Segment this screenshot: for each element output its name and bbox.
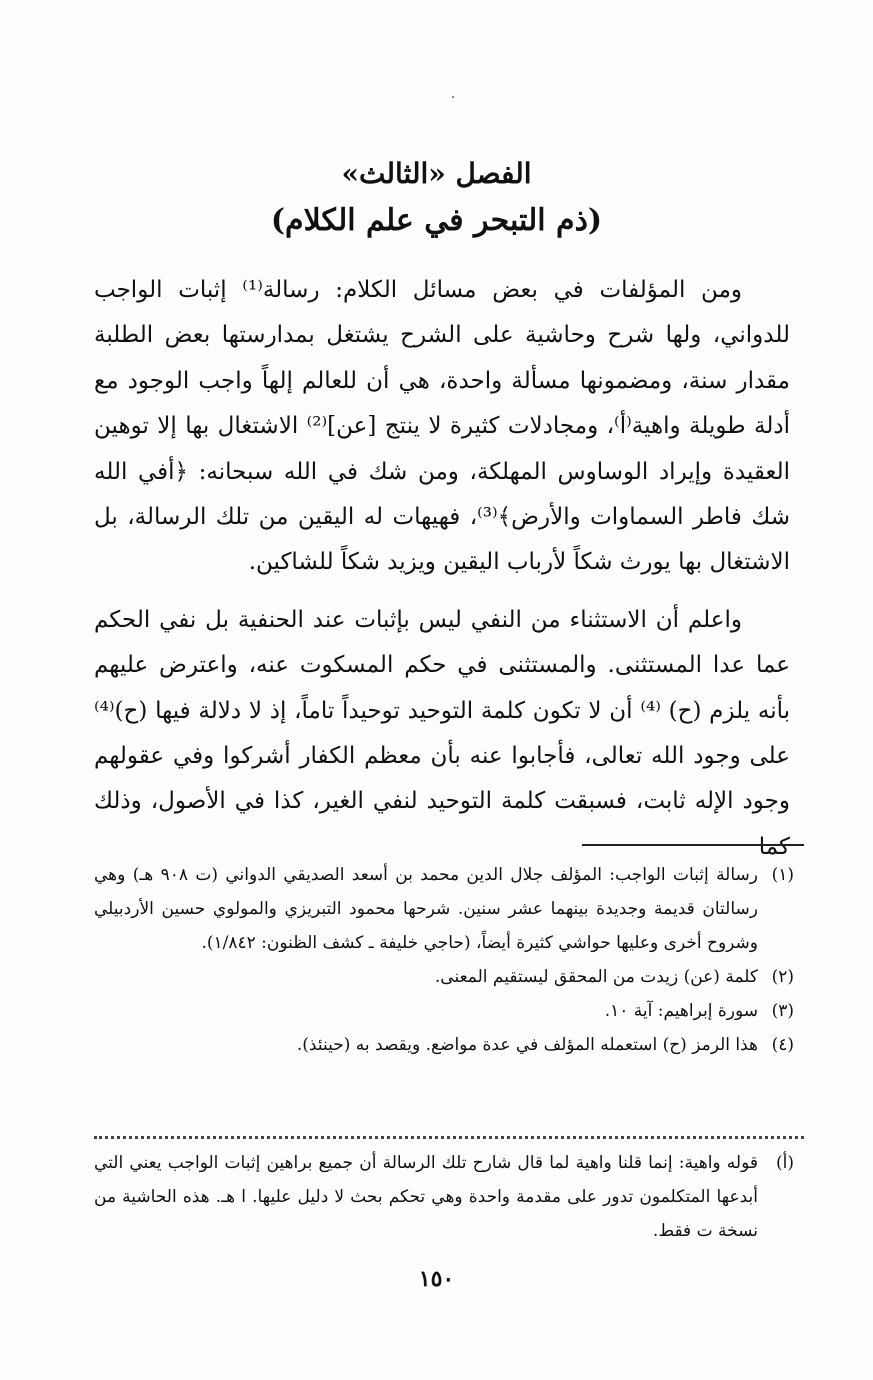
footnote-text: سورة إبراهيم: آية ١٠. [604,1001,758,1021]
footnote-2 [94,960,794,994]
footnote-4 [94,1028,794,1062]
chapter-subtitle: (ذم التبحر في علم الكلام) [270,203,603,238]
footnote-divider [582,844,804,846]
margin-note-divider [94,1136,804,1139]
page-number: ١٥٠ [418,1266,455,1292]
footnote-text: كلمة (عن) زيدت من المحقق ليستقيم المعنى. [434,967,758,987]
footnotes [94,858,794,1062]
footnote-number: (١) [771,865,794,885]
paragraph-2: واعلم أن الاستثناء من النفي ليس بإثبات عند الحنفية بل نفي الحكم عما عدا المستثنى. والمستثنى في حكم المسكوت عنه، واعترض عليهم بأنه يلزم (ح) ⁽⁴⁾ أن لا تكون كلمة التوحيد توحيداً تاماً، إذ لا دلالة فيها (ح)⁽⁴⁾ على وجود الله تعالى، فأجابوا عنه بأن معظم الكفار أشركوا وفي عقولهم وجود الإله ثابت، فسبقت كلمة التوحيد لنفي الغير، كذا في الأصول، وذلك كما [94,606,791,860]
footnote-3 [94,994,794,1028]
stray-mark [452,96,454,98]
main-text [94,268,790,870]
footnote-number: (٣) [771,1001,794,1021]
paragraph-1: ومن المؤلفات في بعض مسائل الكلام: رسالة⁽¹⁾ إثبات الواجب للدواني، ولها شرح وحاشية على الشرح يشتغل بمدارستها بعض الطلبة مقدار سنة، ومضمونها مسألة واحدة، هي أن للعالم إلهاً واجب الوجود مع أدلة طويلة واهية⁽أ⁾، ومجادلات كثيرة لا ينتج [عن]⁽²⁾ الاشتغال بها إلا توهين العقيدة وإيراد الوساوس المهلكة، ومن شك في الله سبحانه: ﴿أفي الله شك فاطر السماوات والأرض﴾⁽³⁾، فهيهات له اليقين من تلك الرسالة، بل الاشتغال بها يورث شكاً لأرباب اليقين ويزيد شكاً للشاكين. [94,277,790,576]
footnote-1 [94,858,794,960]
footnote-number: (٢) [771,967,794,987]
footnote-number: (٤) [771,1035,794,1055]
margin-note-marker: (أ) [776,1153,794,1173]
chapter-title: الفصل «الثالث» [341,157,532,190]
margin-note-text: قوله واهية: إنما قلنا واهية لما قال شارح تلك الرسالة أن جميع براهين إثبات الواجب يعني التي أبدعها المتكلمون تدور على مقدمة واحدة وهي تحكم بحث لا دليل عليها. ا هـ. هذه الحاشية من نسخة ت فقط. [94,1153,758,1241]
footnote-text: رسالة إثبات الواجب: المؤلف جلال الدين محمد بن أسعد الصديقي الدواني (ت ٩٠٨ هـ) وهي رسالتان قديمة وجديدة بينهما عشر سنين. شرحها محمود التبريزي والمولوي حسين الأردبيلي وشروح أخرى وعليها حواشي كثيرة أيضاً، (حاجي خليفة ـ كشف الظنون: ١/٨٤٢). [94,865,758,953]
margin-note [94,1146,794,1248]
footnote-text: هذا الرمز (ح) استعمله المؤلف في عدة مواضع. ويقصد به (حينئذ). [296,1035,758,1055]
